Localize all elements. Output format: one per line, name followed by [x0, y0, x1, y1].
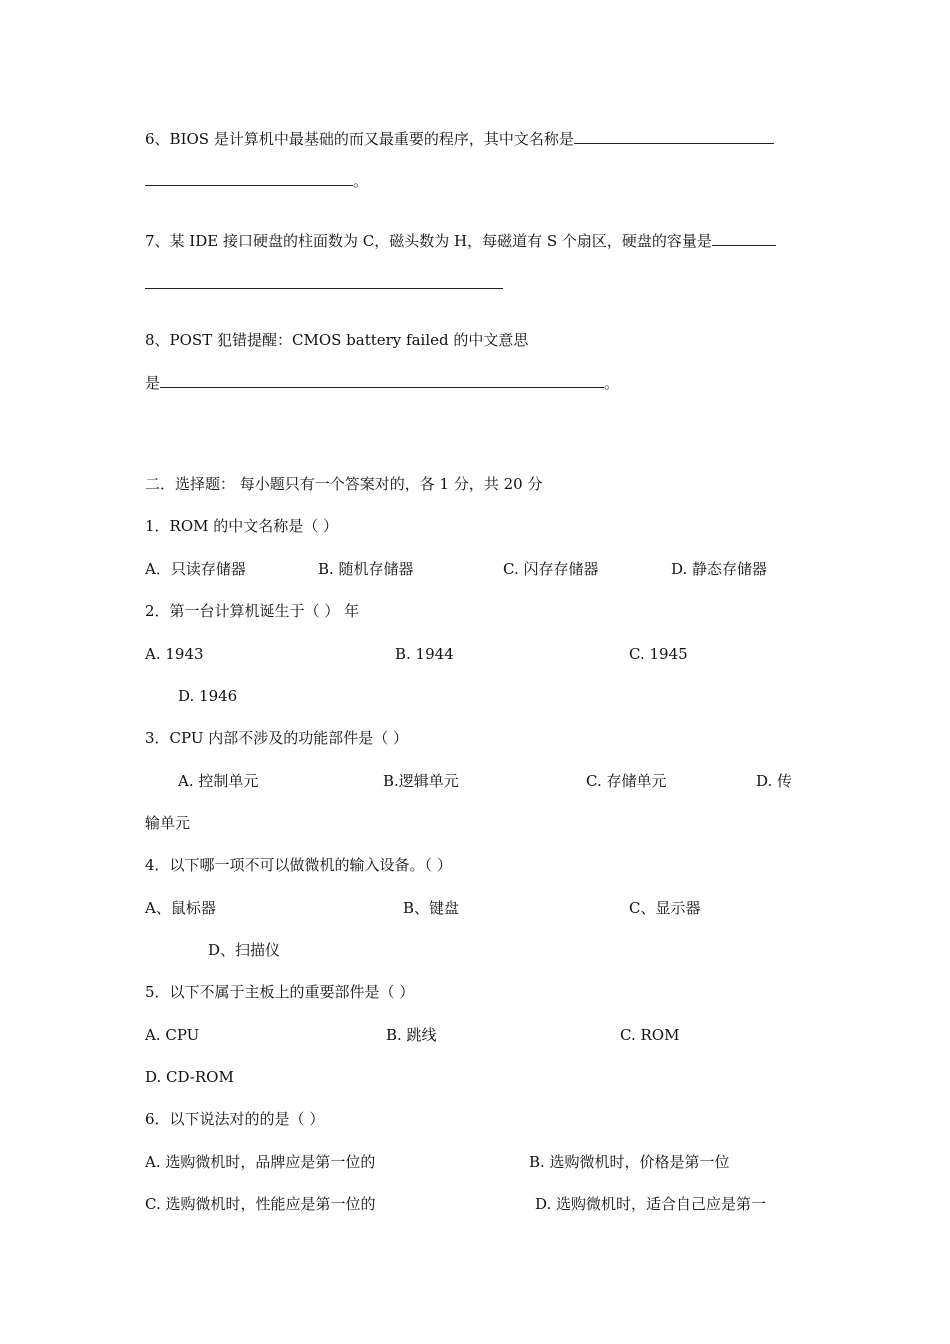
option-c: C. 存储单元 — [586, 772, 667, 790]
answer-blank[interactable] — [145, 170, 353, 186]
question-stem: 5．以下不属于主板上的重要部件是（ ） — [145, 983, 415, 1001]
option-b: B. 1944 — [395, 645, 454, 663]
option-a: A. 选购微机时，品牌应是第一位的 — [145, 1153, 376, 1171]
question-7-text: 7、某 IDE 接口硬盘的柱面数为 C，磁头数为 H，每磁道有 S 个扇区，硬盘的容量是 — [145, 232, 712, 250]
question-stem: 3．CPU 内部不涉及的功能部件是（ ） — [145, 729, 409, 747]
option-a: A、鼠标器 — [145, 899, 216, 917]
fill-in-question-7 — [145, 230, 776, 251]
question-8-end: 。 — [604, 374, 620, 392]
option-d: D. 传 — [756, 772, 793, 790]
question-8-prefix: 是 — [145, 374, 161, 392]
question-6-text: 6、BIOS 是计算机中最基础的而又最重要的程序，其中文名称是 — [145, 130, 574, 148]
option-b: B. 选购微机时，价格是第一位 — [529, 1153, 730, 1171]
option-b: B.逻辑单元 — [383, 772, 459, 790]
option-d: D. 静态存储器 — [671, 560, 768, 578]
question-6-end: 。 — [353, 172, 369, 190]
option-b: B. 随机存储器 — [318, 560, 414, 578]
option-a: A. 控制单元 — [178, 772, 259, 790]
option-a: A．只读存储器 — [145, 560, 246, 578]
question-stem: 4．以下哪一项不可以做微机的输入设备。（ ） — [145, 856, 452, 874]
answer-blank[interactable] — [574, 128, 774, 144]
option-c: C. 闪存存储器 — [503, 560, 599, 578]
option-c: C. 选购微机时，性能应是第一位的 — [145, 1195, 376, 1213]
option-b: B. 跳线 — [386, 1026, 437, 1044]
question-stem: 6．以下说法对的的是（ ） — [145, 1110, 325, 1128]
answer-blank[interactable] — [145, 273, 503, 289]
option-d: D. 选购微机时，适合自己应是第一 — [535, 1195, 767, 1213]
option-c: C. 1945 — [629, 645, 688, 663]
option-a: A. 1943 — [145, 645, 204, 663]
option-c: C、显示器 — [629, 899, 701, 917]
option-d: D. CD-ROM — [145, 1068, 234, 1086]
question-stem: 2．第一台计算机诞生于（ ） 年 — [145, 602, 360, 620]
section-title: 二．选择题： 每小题只有一个答案对的，各 1 分，共 20 分 — [145, 475, 543, 493]
fill-in-question-7-continued — [145, 273, 503, 294]
option-d: D. 1946 — [178, 687, 238, 705]
fill-in-question-8-continued — [145, 372, 619, 393]
option-b: B、键盘 — [403, 899, 460, 917]
answer-blank[interactable] — [712, 230, 776, 246]
fill-in-question-6 — [145, 128, 774, 149]
fill-in-question-6-continued — [145, 170, 368, 191]
option-d-continuation: 输单元 — [145, 814, 191, 832]
fill-in-question-8 — [145, 330, 528, 350]
option-a: A. CPU — [145, 1026, 200, 1044]
answer-blank[interactable] — [160, 372, 604, 388]
option-d: D、扫描仪 — [208, 941, 281, 959]
question-8-text: 8、POST 犯错提醒：CMOS battery failed 的中文意思 — [145, 331, 529, 349]
question-stem: 1．ROM 的中文名称是（ ） — [145, 517, 339, 535]
option-c: C. ROM — [620, 1026, 680, 1044]
